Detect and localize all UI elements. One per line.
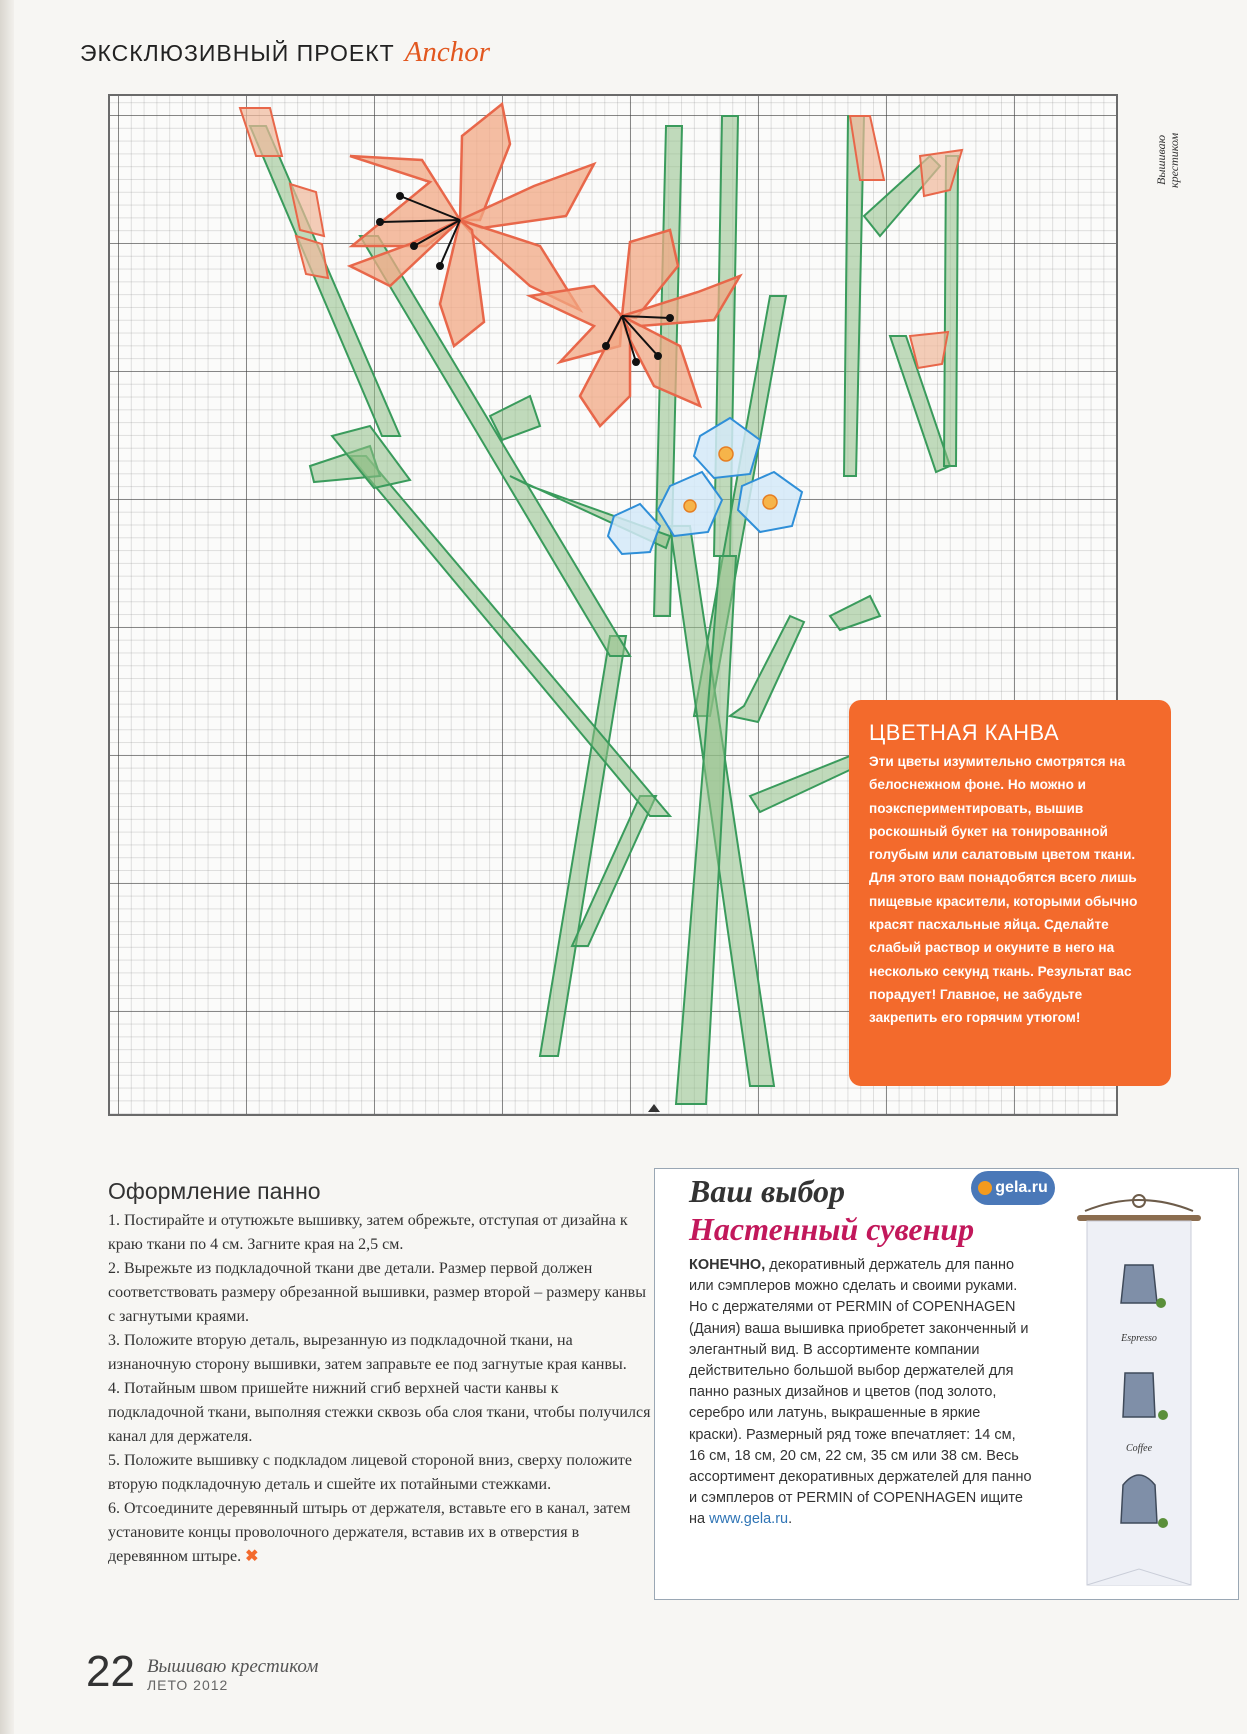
- tip-title: ЦВЕТНАЯ КАНВА: [869, 720, 1060, 745]
- magazine-stamp: Вышиваю крестиком: [1154, 132, 1182, 188]
- step-5: 5. Положите вышивку с подкладом лицевой стороной вниз, сверху положите вторую подкладочную деталь и сшейте их потайными стежками.: [108, 1452, 633, 1493]
- choice-end: .: [788, 1511, 793, 1528]
- tip-text: Эти цветы изумительно смотрятся на белоснежном фоне. Но можно и поэкспериментировать, вышив роскошный букет на тонированной голубым или салатовым цветом ткани. Для этого вам понадобятся всего лишь пищевые красители, которыми обычно красят пасхальные яйца. Сделайте слабый раствор и окуните в него на несколько секунд ткань. Результат вас порадует! Главное, не забудьте закрепить его горячим утюгом!: [869, 754, 1138, 1026]
- page-header: [80, 36, 490, 69]
- wall-hanging-image: [1065, 1193, 1213, 1591]
- stamen-tip-5: [667, 315, 673, 321]
- stem-16: [944, 156, 958, 466]
- holder-wire: [1085, 1200, 1193, 1211]
- holder-label-espresso: Espresso: [1121, 1333, 1157, 1344]
- stamen-tip-3: [411, 243, 417, 249]
- holder-label-coffee: Coffee: [1125, 1443, 1153, 1454]
- coffee-press-icon: [1123, 1373, 1155, 1417]
- gela-badge[interactable]: [971, 1171, 1055, 1205]
- brand-logo: Anchor: [404, 36, 491, 68]
- choice-title: Ваш выбор: [689, 1173, 846, 1209]
- end-mark-icon: ✖: [245, 1548, 259, 1565]
- tip-box-colored-canvas: [849, 700, 1171, 1086]
- blue-flower-center-2: [763, 495, 777, 509]
- stem-11: [730, 616, 804, 722]
- holder-rod: [1077, 1215, 1201, 1221]
- step-2: 2. Вырежьте из подкладочной ткани две детали. Размер первой должен соответствовать размеру обрезанной вышивки, размер второй – размеру канвы с загнутыми краями.: [108, 1260, 646, 1325]
- stamen-tip-4: [437, 263, 443, 269]
- bud-3: [296, 236, 328, 278]
- decor-leaf-icon-2: [1158, 1410, 1168, 1420]
- your-choice-box: [654, 1168, 1239, 1600]
- page-number: 22: [86, 1647, 135, 1696]
- step-6-text: 6. Отсоедините деревянный штырь от держателя, вставьте его в канал, затем установите концы проволочного держателя, вставив их в отверстия в деревянном штыре.: [108, 1500, 631, 1565]
- instructions-steps: [108, 1209, 656, 1569]
- issue-season: ЛЕТО 2012: [146, 1677, 229, 1693]
- step-6: [108, 1497, 656, 1569]
- bud-1: [240, 108, 282, 156]
- choice-subtitle: Настенный сувенир: [689, 1211, 975, 1247]
- blue-flower-center-3: [684, 500, 696, 512]
- stamen-tip-7: [633, 359, 639, 365]
- stem-12: [750, 756, 854, 812]
- blue-flower-center-1: [719, 447, 733, 461]
- step-3: 3. Положите вторую деталь, вырезанную из подкладочной ткани, на изнаночную сторону вышивки, затем заправьте ее под загнутые края канвы.: [108, 1332, 627, 1373]
- mounting-instructions: [108, 1178, 656, 1569]
- choice-lead: КОНЕЧНО,: [689, 1257, 766, 1273]
- instructions-title: Оформление панно: [108, 1178, 321, 1204]
- step-4: 4. Потайным швом пришейте нижний сгиб верхней части канвы к подкладочной ткани, выполняя стежки сквозь оба слоя ткани, чтобы получился канал для держателя.: [108, 1380, 651, 1445]
- decor-leaf-icon-1: [1156, 1298, 1166, 1308]
- magazine-title: Вышиваю крестиком: [146, 1656, 319, 1677]
- stamen-tip-2: [377, 219, 383, 225]
- project-label: ЭКСКЛЮЗИВНЫЙ ПРОЕКТ: [80, 40, 395, 66]
- center-arrow-marker: [648, 1104, 660, 1112]
- gela-link[interactable]: www.gela.ru: [709, 1511, 789, 1528]
- page-spine: [0, 0, 14, 1734]
- espresso-pot-icon: [1121, 1265, 1157, 1303]
- step-1: 1. Постирайте и отутюжьте вышивку, затем обрежьте, отступая от дизайна к краю ткани по 4 см. Загните края на 2,5 см.: [108, 1212, 628, 1253]
- decor-leaf-icon-3: [1158, 1518, 1168, 1528]
- magazine-name: [147, 1658, 318, 1694]
- gela-logo-icon: [978, 1181, 992, 1195]
- page-footer: [86, 1647, 319, 1696]
- choice-text: декоративный держатель для панно или сэмплеров можно сделать и своими руками. Но с держателями от PERMIN of COPENHAGEN (Дания) ваша вышивка приобретет законченный и элегантный вид. В ассортименте компании действительно большой выбор держателей для панно разных дизайнов и цветов (под золото, серебро или латунь, выкрашенные в яркие краски). Размерный ряд тоже впечатляет: 14 см, 16 см, 18 см, 20 см, 22 см, 35 см или 38 см. Весь ассортимент декоративных держателей для панно и сэмплеров от PERMIN of COPENHAGEN ищите на: [689, 1257, 1032, 1528]
- bud-6: [910, 332, 948, 368]
- choice-body: [689, 1255, 1035, 1531]
- stamen-tip-8: [603, 343, 609, 349]
- teapot-icon: [1121, 1475, 1157, 1523]
- stamen-tip-1: [397, 193, 403, 199]
- leaf-5: [830, 596, 880, 630]
- blue-flower-4: [608, 504, 660, 554]
- gela-badge-label: gela.ru: [995, 1179, 1048, 1196]
- stamen-tip-6: [655, 353, 661, 359]
